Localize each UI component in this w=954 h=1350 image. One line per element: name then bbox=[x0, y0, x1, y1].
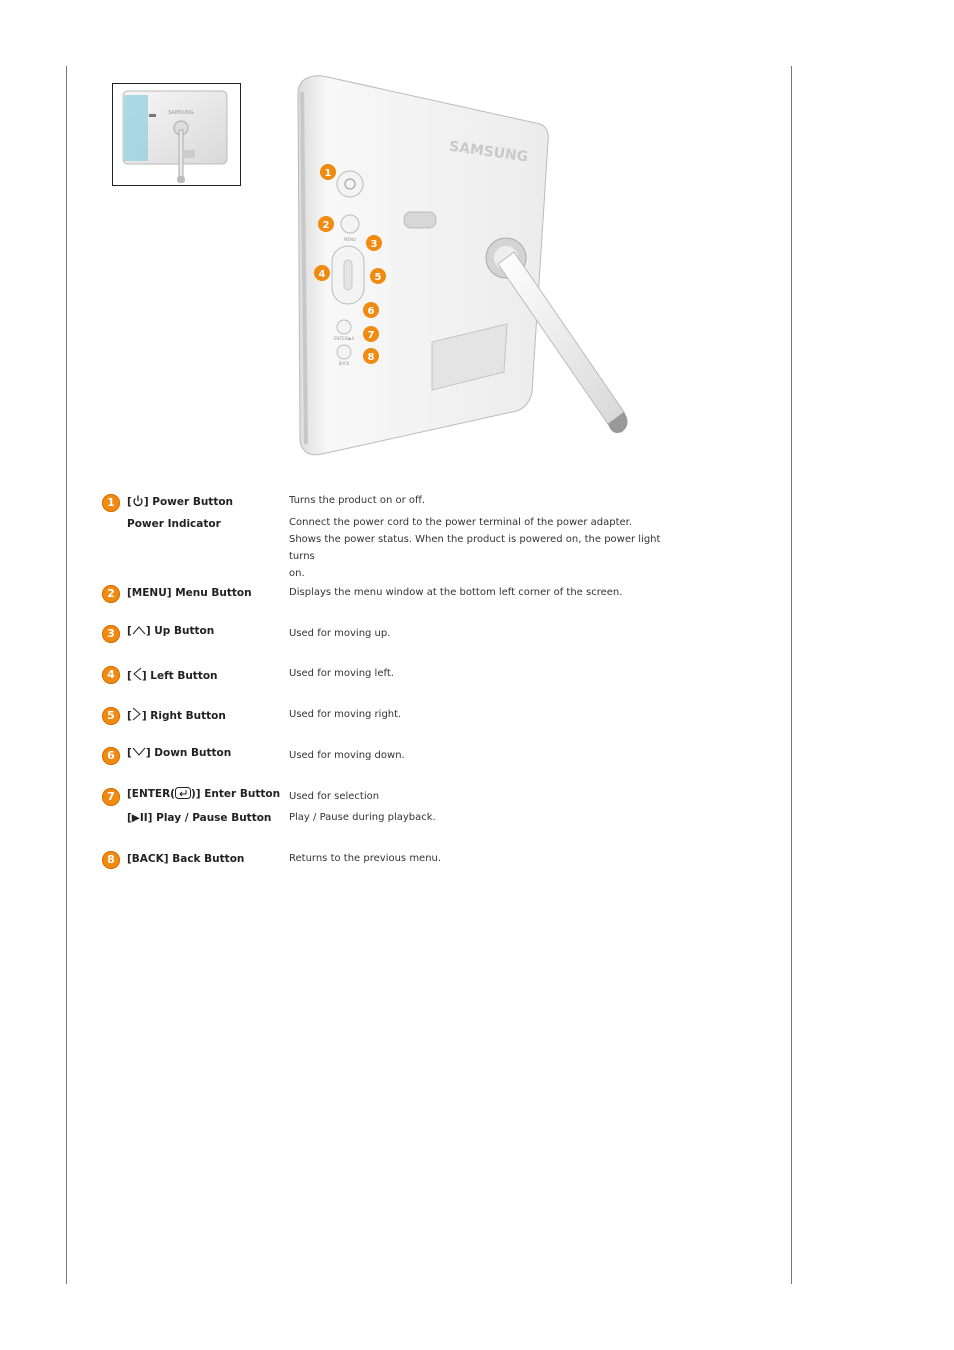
left-arrow-icon bbox=[132, 667, 142, 681]
down-button-label: [ ] Down Button bbox=[127, 747, 232, 759]
callout-8: 8 bbox=[367, 352, 375, 363]
menu-button-label: [MENU] Menu Button bbox=[127, 587, 252, 599]
enter-button-label: [ENTER( )] Enter Button bbox=[127, 788, 281, 800]
enter-button-text: ENTER/▶II bbox=[333, 336, 355, 341]
badge-1: 1 bbox=[102, 494, 120, 512]
back-button-label: [BACK] Back Button bbox=[127, 853, 245, 865]
device-illustration bbox=[292, 72, 642, 462]
play-pause-button-label: [▶II] Play / Pause Button bbox=[127, 812, 272, 824]
badge-5: 5 bbox=[102, 707, 120, 725]
thumbnail-back-view bbox=[112, 83, 241, 186]
menu-button-desc: Displays the menu window at the bottom left corner of the screen. bbox=[289, 587, 623, 598]
device-brand: SAMSUNG bbox=[448, 138, 530, 166]
up-button-label: [ ] Up Button bbox=[127, 625, 215, 637]
left-button-desc: Used for moving left. bbox=[289, 668, 394, 679]
callout-1: 1 bbox=[324, 168, 332, 179]
power-icon bbox=[132, 495, 144, 507]
down-arrow-icon bbox=[132, 746, 146, 758]
right-arrow-icon bbox=[132, 707, 142, 721]
right-border-line bbox=[791, 66, 792, 1284]
right-button-label: [ ] Right Button bbox=[127, 707, 226, 723]
up-button-desc: Used for moving up. bbox=[289, 628, 391, 639]
power-button-label: [ ] Power Button bbox=[127, 496, 234, 508]
badge-2: 2 bbox=[102, 585, 120, 603]
power-indicator-desc: Connect the power cord to the power terminal of the power adapter. Shows the power status. When the product is powered on, the power light turns on. bbox=[289, 517, 661, 579]
callout-5: 5 bbox=[374, 272, 382, 283]
right-button-desc: Used for moving right. bbox=[289, 709, 402, 720]
badge-3: 3 bbox=[102, 625, 120, 643]
enter-icon bbox=[175, 787, 191, 799]
callout-6: 6 bbox=[367, 306, 375, 317]
left-button-label: [ ] Left Button bbox=[127, 667, 218, 683]
callout-3: 3 bbox=[370, 239, 378, 250]
device-side-view bbox=[292, 72, 642, 462]
play-pause-button-desc: Play / Pause during playback. bbox=[289, 812, 436, 823]
back-button-desc: Returns to the previous menu. bbox=[289, 853, 442, 864]
enter-button-desc: Used for selection bbox=[289, 791, 380, 802]
badge-7: 7 bbox=[102, 788, 120, 806]
callout-2: 2 bbox=[322, 220, 330, 231]
badge-6: 6 bbox=[102, 747, 120, 765]
callout-7: 7 bbox=[367, 330, 375, 341]
left-border-line bbox=[66, 66, 67, 1284]
thumbnail-image bbox=[113, 84, 240, 185]
up-arrow-icon bbox=[132, 624, 146, 636]
badge-8: 8 bbox=[102, 851, 120, 869]
power-indicator-label: Power Indicator bbox=[127, 518, 221, 530]
menu-button-text: MENU bbox=[344, 237, 356, 242]
down-button-desc: Used for moving down. bbox=[289, 750, 405, 761]
thumbnail-brand: SAMSUNG bbox=[168, 110, 194, 116]
power-button-desc: Turns the product on or off. bbox=[289, 495, 426, 506]
back-button-text: BACK bbox=[338, 361, 350, 366]
callout-4: 4 bbox=[318, 269, 326, 280]
badge-4: 4 bbox=[102, 666, 120, 684]
